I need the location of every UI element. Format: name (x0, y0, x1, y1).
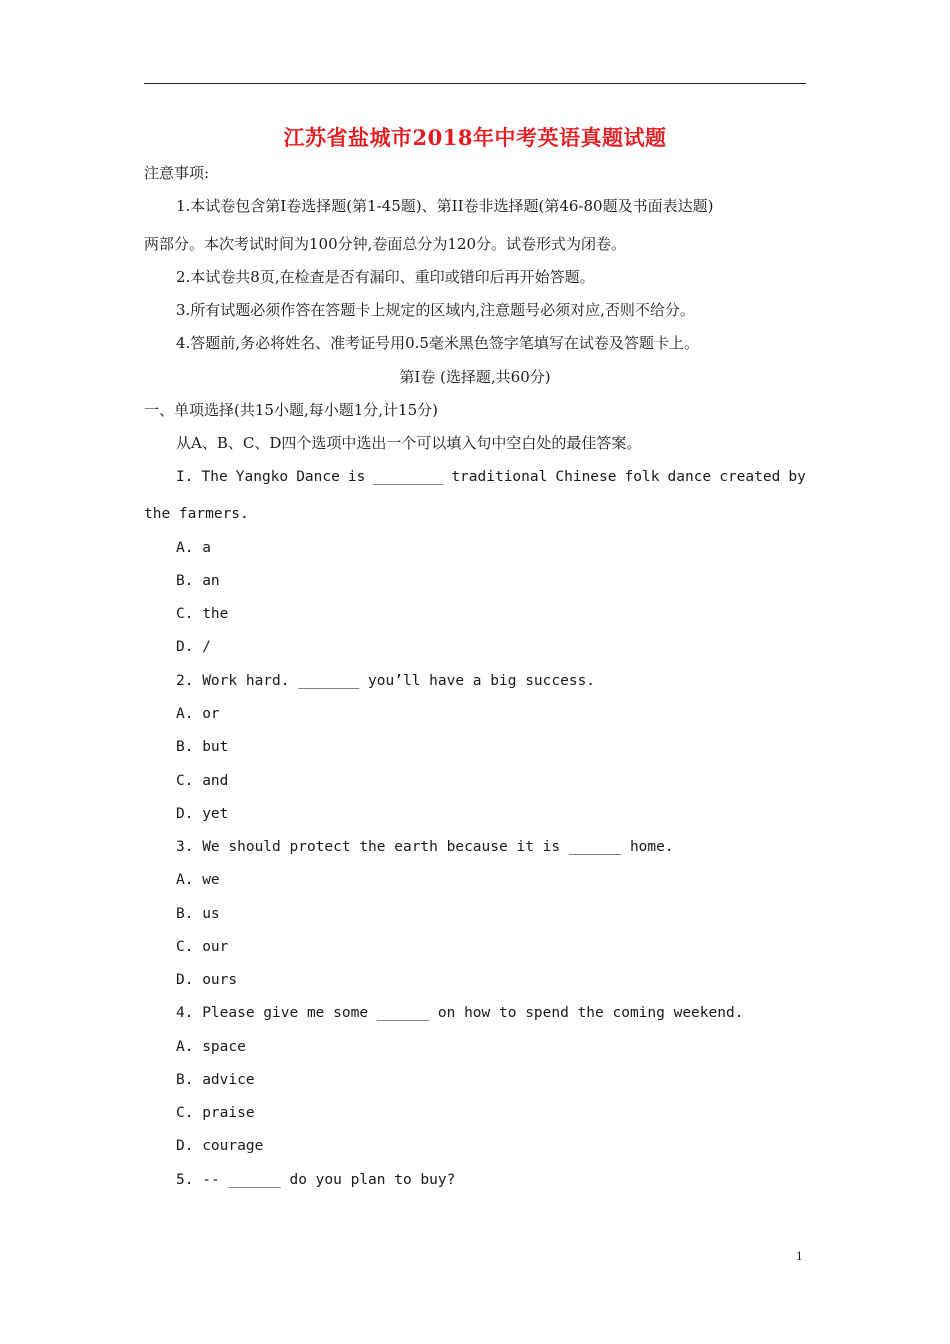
section-title: 一、单项选择(共15小题,每小题1分,计15分) (144, 401, 438, 419)
stem-word: folk (624, 469, 660, 485)
question-stem (176, 467, 806, 487)
page-number: 1 (796, 1248, 803, 1263)
option: D. / (176, 639, 211, 655)
question-stem: 5. -- ______ do you plan to buy? (176, 1172, 456, 1188)
option: D. ours (176, 972, 238, 988)
option: C. and (176, 773, 229, 789)
option: A. we (176, 872, 220, 888)
notes-heading: 注意事项: (144, 164, 210, 182)
header-rule (144, 83, 806, 84)
question-stem: 4. Please give me some ______ on how to spend the coming weekend. (176, 1005, 744, 1021)
question-stem-continued: the farmers. (144, 506, 249, 522)
stem-word: by (788, 469, 806, 485)
option: D. yet (176, 806, 229, 822)
option: B. advice (176, 1072, 255, 1088)
stem-word: I. (176, 469, 194, 485)
note-2: 2.本试卷共8页,在检查是否有漏印、重印或错印后再开始答题。 (176, 268, 595, 286)
stem-word: Yangko (235, 469, 289, 485)
instruction: 从A、B、C、D四个选项中选出一个可以填入句中空白处的最佳答案。 (176, 434, 642, 452)
option: C. our (176, 939, 229, 955)
note-3: 3.所有试题必须作答在答题卡上规定的区域内,注意题号必须对应,否则不给分。 (176, 301, 695, 319)
option: A. space (176, 1039, 246, 1055)
stem-word: dance (667, 469, 712, 485)
stem-word: traditional (451, 469, 548, 485)
option: C. praise (176, 1105, 255, 1121)
note-1: 1.本试卷包含第Ⅰ卷选择题(第1-45题)、第II卷非选择题(第46-80题及书面表达题) (176, 197, 714, 215)
option: A. a (176, 540, 211, 556)
option: A. or (176, 706, 220, 722)
part-title: 第Ⅰ卷 (选择题,共60分) (399, 368, 551, 386)
question-stem: 2. Work hard. _______ you’ll have a big success. (176, 673, 596, 689)
option: B. an (176, 573, 220, 589)
stem-word: The (201, 469, 228, 485)
stem-word: Dance (296, 469, 340, 485)
page-title: 江苏省盐城市2018年中考英语真题试题 (283, 125, 667, 150)
stem-word: Chinese (555, 469, 617, 485)
note-4: 4.答题前,务必将姓名、准考证号用0.5毫米黑色签字笔填写在试卷及答题卡上。 (176, 334, 699, 352)
option: B. but (176, 739, 229, 755)
question-stem: 3. We should protect the earth because it is ______ home. (176, 839, 674, 855)
option: C. the (176, 606, 229, 622)
note-1-continued: 两部分。本次考试时间为100分钟,卷面总分为120分。试卷形式为闭卷。 (144, 235, 627, 253)
stem-word: is (347, 469, 366, 485)
option: D. courage (176, 1138, 264, 1154)
stem-word: created (719, 469, 781, 485)
option: B. us (176, 906, 220, 922)
answer-blank: ________ (373, 469, 444, 485)
